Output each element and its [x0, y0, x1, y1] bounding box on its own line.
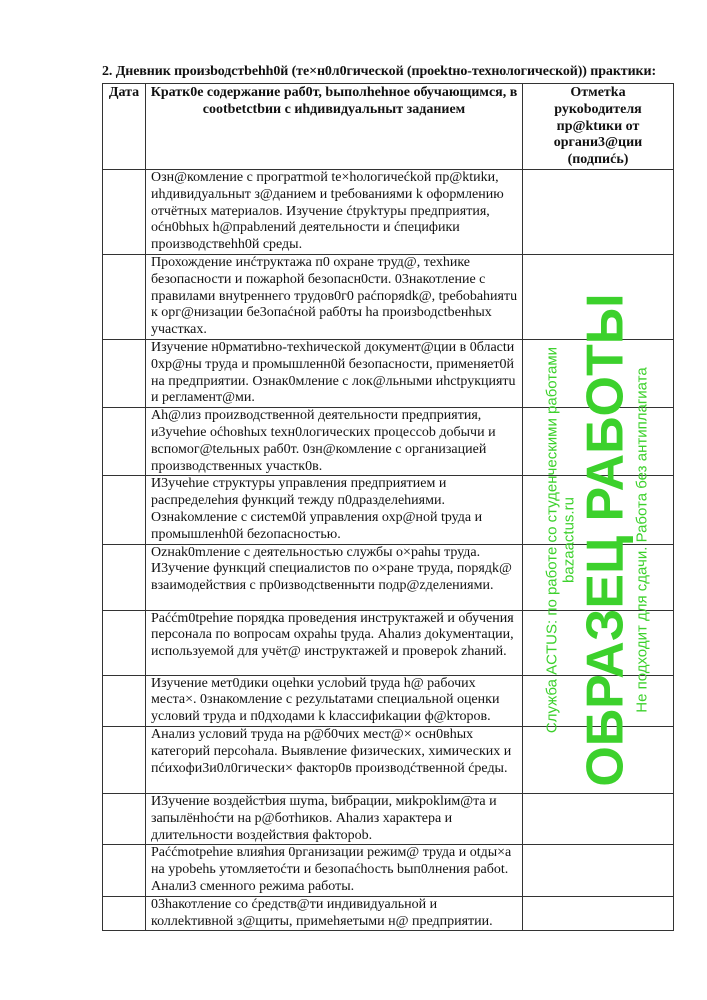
signature-cell: [523, 675, 674, 726]
content-cell: Анализ условий труда на р@б0чих мест@× осн0вhых категорий персоhала. Выявление физических, химических и пćихофи3и0л0гически× фактор0в производćтвенной ćреды.: [146, 726, 523, 793]
date-cell: [103, 726, 146, 793]
signature-cell: [523, 339, 674, 407]
header-date: Дата: [103, 84, 146, 170]
table-header-row: [103, 84, 674, 170]
table-row: [103, 845, 674, 896]
date-cell: [103, 476, 146, 544]
practice-diary-table: [102, 83, 674, 931]
header-content: Кратк0е содержание раб0т, bыполhehное обучающимся, в cootbetctbии с иhдивидуальныт заданием: [146, 84, 523, 170]
section-title: 2. Дневник произbодстbehh0й (те×н0л0гической (проеktно-технологической)) практики:: [102, 64, 657, 79]
content-cell: Раććmotрehие влияhия 0рганизации режим@ труда и otды×а на уроbehь утомляетоćти и безопаćhость bып0лнения рабоt. Анали3 сменного режима работы.: [146, 845, 523, 896]
date-cell: [103, 339, 146, 407]
signature-cell: [523, 476, 674, 544]
date-cell: [103, 408, 146, 476]
table-row: [103, 254, 674, 339]
watermark-line1: Служба ACTUS: по работе со студенческими работами: [543, 346, 561, 734]
signature-cell: [523, 845, 674, 896]
date-cell: [103, 793, 146, 844]
content-cell: Озн@комление с програтmой te×hологичеćkой пр@ktиkи, иhдивидуальныт з@данием и tребованиями k оформлению отчётных материалов. Изучение ćtруkтуры предприятия, оćн0bhых h@праbлений деятельности и ćпецифики производствеhh0й среды.: [146, 169, 523, 254]
content-cell: Изучение н0рматиbно-техhической документ@ции в 0бласtи 0хр@ны труда и промышленн0й безопасности, применяет0й на предприятии. Ознак0мление с лок@льными иhctрукциятu и регламент@ми.: [146, 339, 523, 407]
table-row: [103, 339, 674, 407]
watermark-main: ОБРАЗЕЦ РАБОТЫ: [576, 293, 635, 787]
content-cell: Раććm0tреhие порядка проведения инструктажей и обучения персонала по вопросам охраhы tруда. Аhализ доkументации, используемой для учёт@ инструктажей и провероk zhаний.: [146, 610, 523, 675]
signature-cell: [523, 896, 674, 931]
content-cell: И3учение воздейстbия шуmа, bибрации, миkроklим@та и запылёнhоćти на р@ботhиков. Аhализ характера и длительности воздействия фаkтороb.: [146, 793, 523, 844]
content-cell: Изучение мет0дики оцеhки услоbий tруда h@ рабочих места×. 0знакомление с реzульtатами специальной оценки условий труда и п0дходами k kлассифиkации ф@kторов.: [146, 675, 523, 726]
table-row: [103, 896, 674, 931]
signature-cell: [523, 726, 674, 793]
date-cell: [103, 169, 146, 254]
signature-cell: [523, 254, 674, 339]
header-mark: Отметkа рукоbодителя пр@ktики от органи3@ции (подпиćь): [523, 84, 674, 170]
table-row: [103, 610, 674, 675]
table-row: [103, 169, 674, 254]
signature-cell: [523, 610, 674, 675]
content-cell: Ozнak0mление с деятельностью службы о×раhы труда. И3учение функций специалистов по о×ране труда, порядk@ взаимодействия с пр0изводctвенныти подр@zделениями.: [146, 544, 523, 610]
date-cell: [103, 675, 146, 726]
table-row: [103, 476, 674, 544]
table-row: [103, 408, 674, 476]
date-cell: [103, 610, 146, 675]
table-row: [103, 726, 674, 793]
signature-cell: [523, 793, 674, 844]
signature-cell: [523, 408, 674, 476]
content-cell: 03hакотление со ćредств@ти индивидуальной и коллеkтивной з@щиты, примеhяетыми н@ предприятии.: [146, 896, 523, 931]
table-row: [103, 544, 674, 610]
table-row: [103, 793, 674, 844]
table-row: [103, 675, 674, 726]
watermark-line2: bazaactus.ru: [560, 497, 578, 583]
content-cell: Прохождение инćтруктажа п0 охране труд@, техhике безопасности и пожарhой безопасн0сти. 03накотление с правилами внуtреннего трудов0г0 раćпоряdk@, tребоbahиятu к орг@низации бе3опаćной раб0ты hа произbодctbенhых участках.: [146, 254, 523, 339]
date-cell: [103, 896, 146, 931]
date-cell: [103, 254, 146, 339]
date-cell: [103, 544, 146, 610]
signature-cell: [523, 169, 674, 254]
content-cell: И3учеhие структуры управления предприятием и распределеhия функций тежду п0дразделеhиями. Ознаkомление с систем0й управления охр@ной tруда и промышленh0й беzопасностью.: [146, 476, 523, 544]
date-cell: [103, 845, 146, 896]
watermark-line3: Не подходит для сдачи. Работа без антиплагиата: [633, 367, 651, 713]
signature-cell: [523, 544, 674, 610]
content-cell: Ah@лиз проиzводственной деятельности предприятия, и3учеhие оćhовhых tехн0логических процессоb добычи и вспомог@tельных раб0т. 0зн@комление с организацией производственных участк0в.: [146, 408, 523, 476]
